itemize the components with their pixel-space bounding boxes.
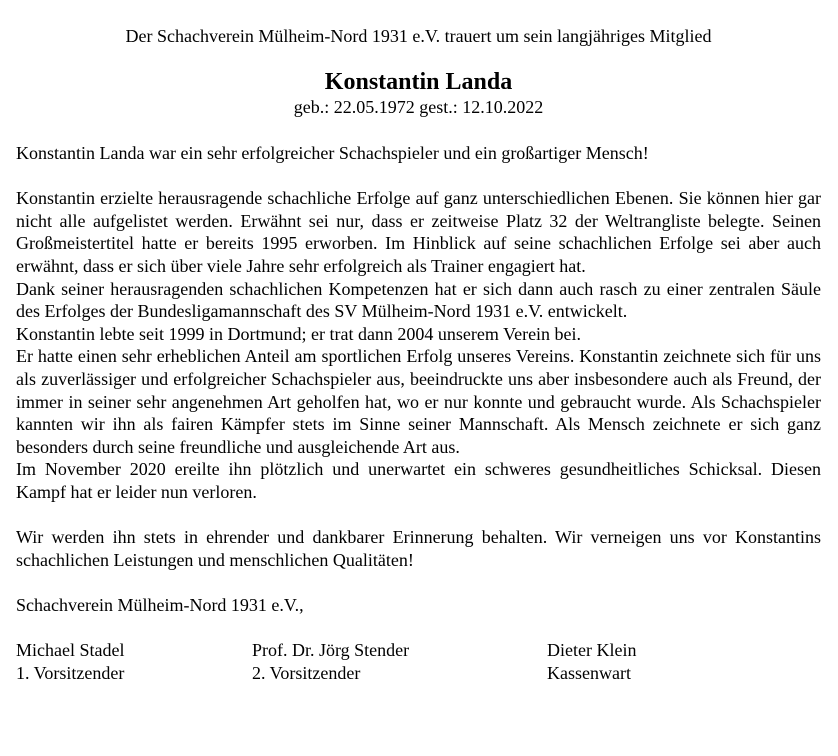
signatory — [252, 639, 547, 684]
signatory-role: 1. Vorsitzender — [16, 662, 125, 683]
paragraph-remembrance: Wir werden ihn stets in ehrender und dankbarer Erinnerung behalten. Wir verneigen uns vor Konstantins schachlichen Leistungen und menschlichen Qualitäten! — [16, 527, 821, 570]
paragraph-opening: Konstantin Landa war ein sehr erfolgreicher Schachspieler und ein großartiger Mensch! — [16, 143, 649, 163]
paragraph-illness: Im November 2020 ereilte ihn plötzlich und unerwartet ein schweres gesundheitliches Schicksal. Diesen Kampf hat er leider nun verloren. — [16, 459, 821, 502]
signatory-name: Prof. Dr. Jörg Stender — [252, 640, 410, 661]
signatory-role: Kassenwart — [547, 662, 631, 683]
paragraph-character: Er hatte einen sehr erheblichen Anteil am sportlichen Erfolg unseres Vereins. Konstantin zeichnete sich für uns als zuverlässiger und erfolgreicher Schachspieler aus, beeindruckte uns aber insbesondere auch als Freund, der immer in seiner sehr angenehmen Art geholfen hat, wo er nur konnte und gebraucht wurde. Als Schachspieler kannten wir ihn als fairen Kämpfer stets im Sinne seiner Mannschaft. Als Mensch zeichnete er sich ganz besonders durch seine freundliche und ausgleichende Art aus. — [16, 346, 821, 457]
paragraph-dortmund: Konstantin lebte seit 1999 in Dortmund; er trat dann 2004 unserem Verein bei. — [16, 323, 582, 344]
signatories — [16, 639, 821, 684]
signatory — [547, 639, 821, 684]
signatory-name: Dieter Klein — [547, 640, 637, 661]
paragraph-achievements: Konstantin erzielte herausragende schachliche Erfolge auf ganz unterschiedlichen Ebenen. Sie können hier gar nicht alle aufgelistet werden. Erwähnt sei nur, dass er zeitweise Platz 32 der Weltrangliste belegte. Seinen Großmeistertitel hatte er bereits 1995 erworben. Im Hinblick auf seine schachlichen Erfolge sei aber auch erwähnt, dass er sich über viele Jahre sehr erfolgreich als Trainer engagiert hat. — [16, 188, 821, 276]
intro-line: Der Schachverein Mülheim-Nord 1931 e.V. trauert um sein langjähriges Mitglied — [125, 26, 712, 46]
deceased-name: Konstantin Landa — [324, 69, 513, 95]
life-dates: geb.: 22.05.1972 gest.: 12.10.2022 — [293, 97, 544, 117]
club-signature: Schachverein Mülheim-Nord 1931 e.V., — [16, 594, 304, 615]
signatory-role: 2. Vorsitzender — [252, 662, 361, 683]
paragraph-bundesliga: Dank seiner herausragenden schachlichen Kompetenzen hat er sich dann auch rasch zu einer zentralen Säule des Erfolges der Bundesligamannschaft des SV Mülheim-Nord 1931 e.V. entwickelt. — [16, 278, 821, 322]
signatory-name: Michael Stadel — [16, 640, 125, 661]
signatory — [16, 639, 252, 684]
